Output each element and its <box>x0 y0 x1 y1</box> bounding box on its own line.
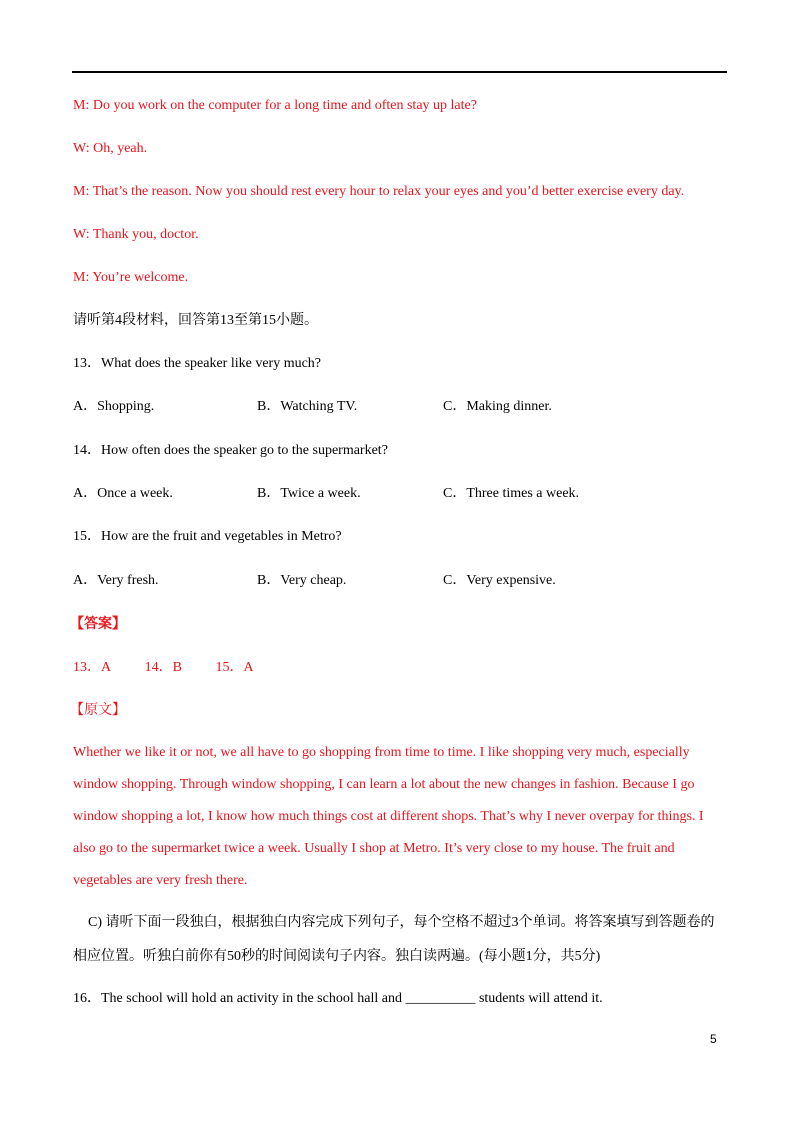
option-15-c: C．Very expensive. <box>443 573 556 588</box>
section-instruction: 请听第4段材料，回答第13至第15小题。 <box>73 313 318 328</box>
question-13: 13．What does the speaker like very much? <box>73 356 322 371</box>
answer-heading: 【答案】 <box>70 617 126 632</box>
answer-15: 15．A <box>215 660 254 675</box>
option-13-b: B．Watching TV. <box>257 399 358 414</box>
dialogue-line: M: You’re welcome. <box>73 270 189 285</box>
answer-list <box>73 659 284 677</box>
option-15-a: A．Very fresh. <box>73 573 159 588</box>
source-text: Whether we like it or not, we all have to go shopping from time to time. I like shopping very much, especially window shopping. Through window shopping, I can learn a lot about the new changes in fashion. Because I go window shopping a lot, I know how much things cost at different shops. That’s why I never overpay for things. I also go to the supermarket twice a week. Usually I shop at Metro. It’s very close to my house. The fruit and vegetables are very fresh there. <box>73 745 704 888</box>
option-13-a: A．Shopping. <box>73 399 155 414</box>
option-14-a: A．Once a week. <box>73 486 173 501</box>
dialogue-line: M: Do you work on the computer for a long time and often stay up late? <box>73 98 477 113</box>
dialogue-line: M: That’s the reason. Now you should rest every hour to relax your eyes and you’d better exercise every day. <box>73 184 685 199</box>
option-14-c: C．Three times a week. <box>443 486 580 501</box>
answer-13: 13．A <box>73 660 112 675</box>
dialogue-line: W: Oh, yeah. <box>73 141 148 156</box>
question-16: 16．The school will hold an activity in the school hall and __________ students will attend it. <box>73 991 603 1006</box>
option-14-b: B．Twice a week. <box>257 486 361 501</box>
dialogue-line: W: Thank you, doctor. <box>73 227 199 242</box>
answer-14: 14．B <box>144 660 182 675</box>
source-heading: 【原文】 <box>70 703 126 718</box>
page-number: 5 <box>710 1032 717 1046</box>
option-15-b: B．Very cheap. <box>257 573 347 588</box>
part-c-instruction: C) 请听下面一段独白，根据独白内容完成下列句子，每个空格不超过3个单词。将答案填写到答题卷的相应位置。听独白前你有50秒的时间阅读句子内容。独白读两遍。(每小题1分，共5分) <box>73 915 715 964</box>
option-13-c: C．Making dinner. <box>443 399 552 414</box>
header-rule <box>72 71 727 73</box>
question-14: 14．How often does the speaker go to the supermarket? <box>73 443 388 458</box>
question-15: 15．How are the fruit and vegetables in Metro? <box>73 529 342 544</box>
